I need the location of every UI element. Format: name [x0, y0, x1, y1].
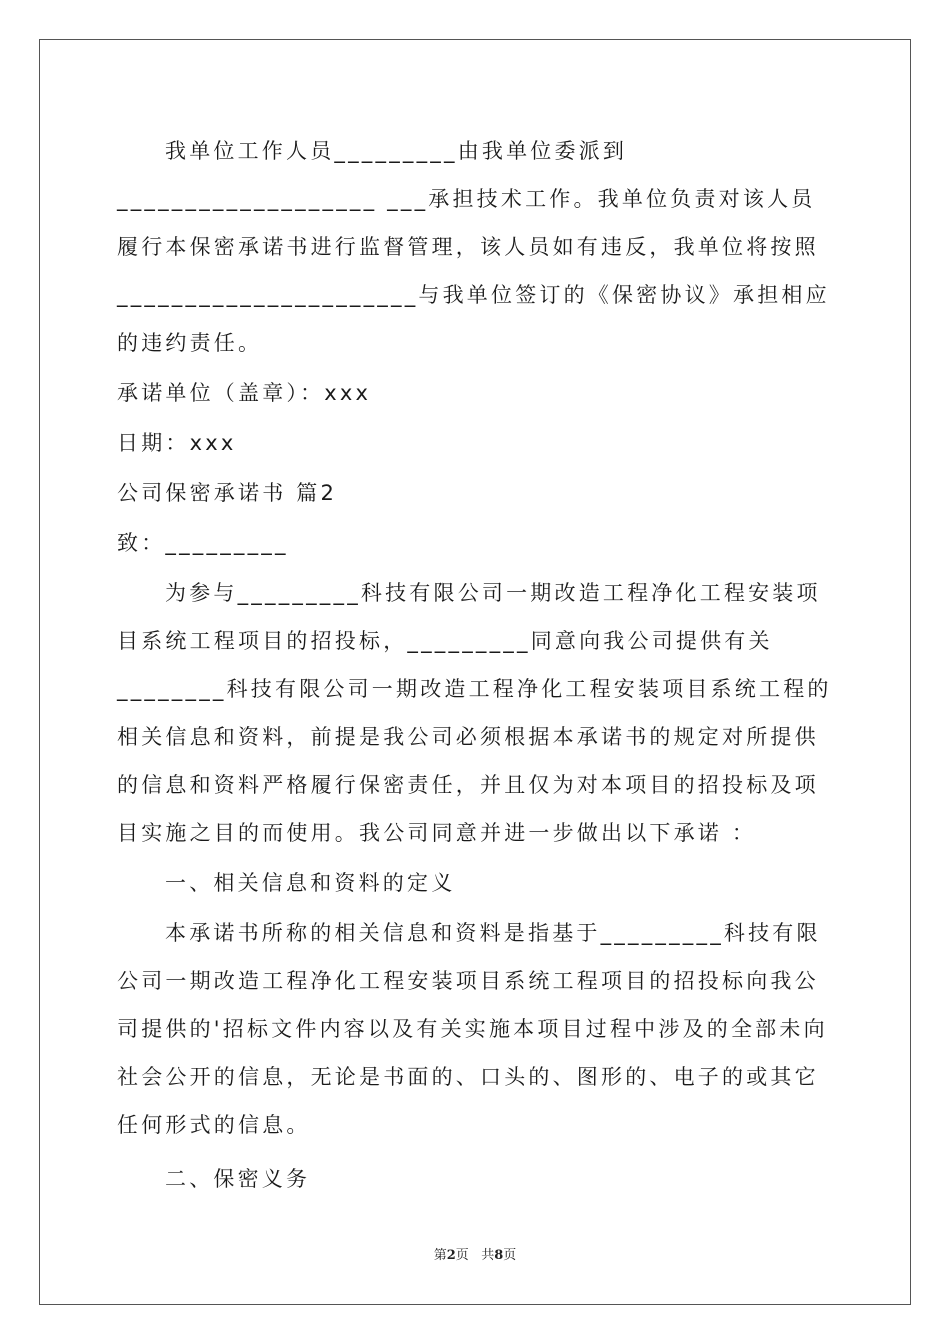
paragraph-commitment: 我单位工作人员_________由我单位委派到___________________ ___承担技术工作。我单位负责对该人员履行本保密承诺书进行监督管理，该人员如有违反，我单位将按照______________________与我单位签订的《保密协议》承担相应的违约责任。 [117, 139, 830, 355]
total-suffix: 页 [503, 1248, 517, 1263]
addressee: 致：_________ [117, 531, 289, 555]
signature-date: 日期：xxx [117, 431, 237, 455]
paragraph-definition: 本承诺书所称的相关信息和资料是指基于_________科技有限公司一期改造工程净化工程安装项目系统工程项目的招投标向我公司提供的'招标文件内容以及有关实施本项目过程中涉及的全部未向社会公开的信息，无论是书面的、口头的、图形的、电子的或其它任何形式的信息。 [117, 921, 828, 1137]
page-footer [0, 1244, 950, 1263]
document-body [117, 127, 837, 1203]
signature-unit: 承诺单位（盖章）：xxx [117, 381, 372, 405]
page-number: 2 [446, 1248, 456, 1263]
page-suffix: 页 [455, 1248, 469, 1263]
heading-definition: 一、相关信息和资料的定义 [165, 871, 456, 895]
heading-obligation: 二、保密义务 [165, 1167, 311, 1191]
paragraph-intro: 为参与_________科技有限公司一期改造工程净化工程安装项目系统工程项目的招投标，_________同意向我公司提供有关________科技有限公司一期改造工程净化工程安装项目系统工程的相关信息和资料，前提是我公司必须根据本承诺书的规定对所提供的信息和资料严格履行保密责任，并且仅为对本项目的招投标及项目实施之目的而使用。我公司同意并进一步做出以下承诺 ： [117, 581, 832, 845]
page-prefix: 第 [433, 1248, 447, 1263]
section-title: 公司保密承诺书 篇2 [117, 481, 338, 505]
total-prefix: 共 [481, 1248, 495, 1263]
total-pages: 8 [494, 1248, 504, 1263]
